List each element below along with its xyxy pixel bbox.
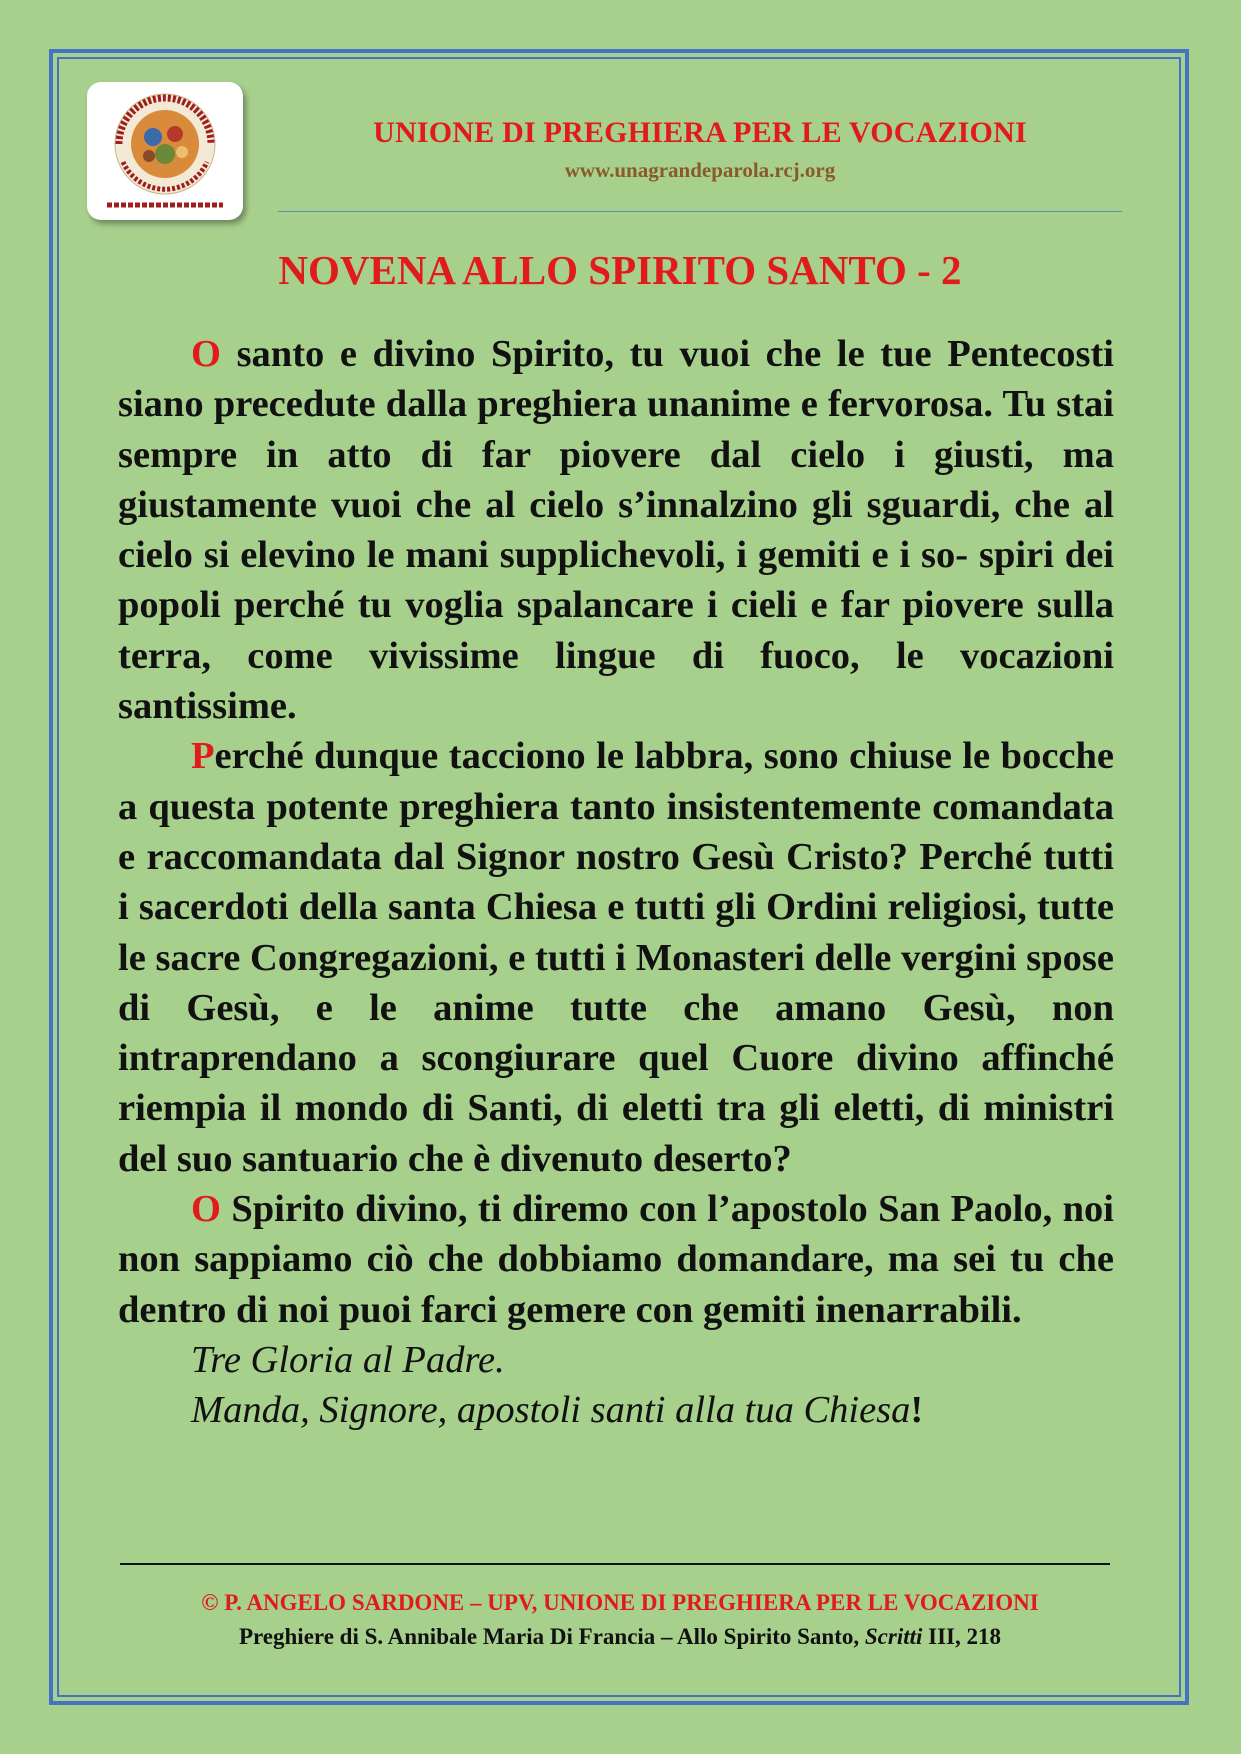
footer-copyright: © P. ANGELO SARDONE – UPV, UNIONE DI PREGHIERA PER LE VOCAZIONI xyxy=(201,1590,1039,1615)
prayer-body xyxy=(118,329,1114,1436)
source-suffix: III, 218 xyxy=(922,1624,1002,1649)
paragraph-text: erché dunque tacciono le labbra, sono chiuse le bocche a questa potente preghiera tanto insistentemente comandata e raccomandata dal Signor nostro Gesù Cristo? Perché tutti i sacerdoti della santa Chiesa e tutti gli Ordini religiosi, tutte le sacre Congregazioni, e tutti i Monasteri delle vergini spose di Gesù, e le anime tutte che amano Gesù, non intraprendano a scongiurare quel Cuore divino affinché riempia il mondo di Santi, di eletti tra gli eletti, di ministri del suo santuario che è divenuto deserto? xyxy=(118,735,1114,1180)
organization-logo xyxy=(87,82,243,220)
prayer-paragraph-3 xyxy=(118,1184,1114,1335)
drop-initial: P xyxy=(191,735,215,778)
footer-source-reference xyxy=(120,1624,1120,1650)
page-title: NOVENA ALLO SPIRITO SANTO - 2 xyxy=(278,247,962,293)
prayer-paragraph-2 xyxy=(118,731,1114,1184)
paragraph-text: santo e divino Spirito, tu vuoi che le tue Pentecosti siano precedute dalla preghiera unanime e fervorosa. Tu stai sempre in atto di far piovere dal cielo i giusti, ma giustamente vuoi che al cielo s’innalzino gli sguardi, che al cielo si elevino le mani supplichevoli, i gemiti e i so- spiri dei popoli perché tu voglia spalancare i cieli e far piovere sulla terra, come vivissime lingue di fuoco, le vocazioni santissime. xyxy=(118,333,1114,728)
paragraph-text: Spirito divino, ti diremo con l’apostolo San Paolo, noi non sappiamo ciò che dobbiamo domandare, ma sei tu che dentro di noi puoi farci gemere con gemiti inenarrabili. xyxy=(118,1188,1114,1331)
source-prefix: Preghiere di S. Annibale Maria Di Francia – Allo Spirito Santo, xyxy=(238,1624,865,1649)
logo-emblem-icon xyxy=(87,82,243,220)
invocation-text: Manda, Signore, apostoli santi alla tua Chiesa xyxy=(191,1389,911,1432)
header-website-url: www.unagrandeparola.rcj.org xyxy=(564,158,836,182)
closing-invocation xyxy=(118,1385,1114,1435)
header-divider xyxy=(278,211,1122,212)
closing-gloria: Tre Gloria al Padre. xyxy=(191,1338,505,1381)
prayer-paragraph-1 xyxy=(118,329,1114,731)
drop-initial: O xyxy=(191,1188,221,1231)
source-work-title: Scritti xyxy=(864,1624,923,1649)
drop-initial: O xyxy=(191,333,221,375)
footer-divider xyxy=(120,1563,1110,1565)
invocation-exclamation: ! xyxy=(910,1389,924,1432)
header-organization-title: UNIONE DI PREGHIERA PER LE VOCAZIONI xyxy=(373,116,1027,149)
